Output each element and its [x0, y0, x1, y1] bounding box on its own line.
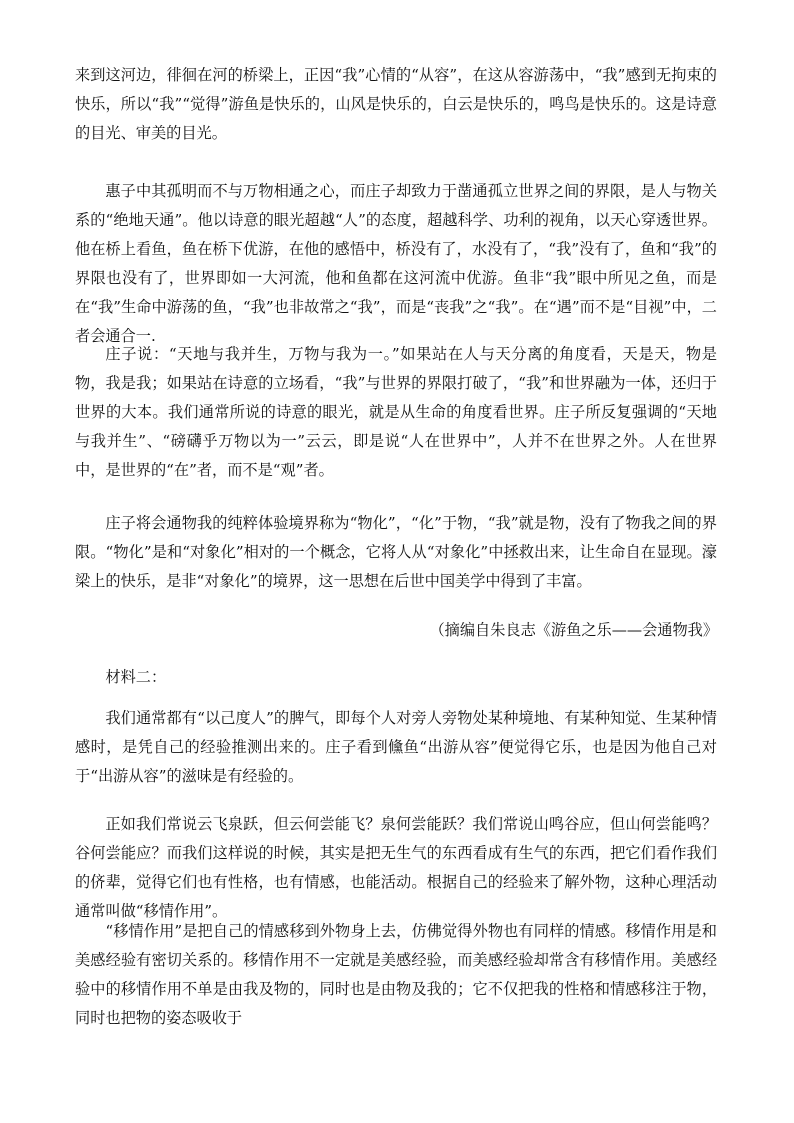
- paragraph-5: 我们通常都有“以己度人”的脾气，即每个人对旁人旁物处某种境地、有某种知觉、生某种情感时，是凭自己的经验推测出来的。庄子看到儵鱼“出游从容”便觉得它乐，也是因为他自己对于“出游从容”的滋味是有经验的。: [75, 709, 717, 785]
- source-citation: （摘编自朱良志《游鱼之乐——会通物我》: [429, 621, 718, 639]
- paragraph-2: 惠子中其孤明而不与万物相通之心，而庄子却致力于凿通孤立世界之间的界限，是人与物关系的“绝地天通”。他以诗意的眼光超越“人”的态度，超越科学、功利的视角，以天心穿透世界。他在桥上看鱼，鱼在桥下优游，在他的感悟中，桥没有了，水没有了，“我”没有了，鱼和“我”的界限也没有了，世界即如一大河流，他和鱼都在这河流中优游。鱼非“我”眼中所见之鱼，而是在“我”生命中游荡的鱼，“我”也非故常之“我”，而是“丧我”之“我”。在“遇”而不是“目视”中，二者会通合一.: [75, 182, 717, 345]
- paragraph-6: 正如我们常说云飞泉跃，但云何尝能飞？泉何尝能跃？我们常说山鸣谷应，但山何尝能鸣？谷何尝能应？而我们这样说的时候，其实是把无生气的东西看成有生气的东西，把它们看作我们的侪辈，觉得它们也有性格，也有情感，也能活动。根据自己的经验来了解外物，这种心理活动通常叫做“移情作用”。: [75, 815, 717, 920]
- material-two-heading: 材料二：: [105, 668, 167, 686]
- paragraph-4: 庄子将会通物我的纯粹体验境界称为“物化”，“化”于物，“我”就是物，没有了物我之间的界限。“物化”是和“对象化”相对的一个概念，它将人从“对象化”中拯救出来，让生命自在显现。濠梁上的快乐，是非“对象化”的境界，这一思想在后世中国美学中得到了丰富。: [75, 514, 717, 590]
- paragraph-1: 来到这河边，徘徊在河的桥梁上，正因“我”心情的“从容”，在这从容游荡中，“我”感到无拘束的快乐，所以“我”“觉得”游鱼是快乐的，山风是快乐的，白云是快乐的，鸣鸟是快乐的。这是诗意的目光、审美的目光。: [75, 66, 717, 142]
- paragraph-3: 庄子说：“天地与我并生，万物与我为一。”如果站在人与天分离的角度看，天是天，物是物，我是我；如果站在诗意的立场看，“我”与世界的界限打破了，“我”和世界融为一体，还归于世界的大本。我们通常所说的诗意的眼光，就是从生命的角度看世界。庄子所反复强调的“天地与我并生”、“磅礴乎万物以为一”云云，即是说“人在世界中”，人并不在世界之外。人在世界中，是世界的“在”者，而不是“观”者。: [75, 345, 717, 479]
- paragraph-7: “移情作用”是把自己的情感移到外物身上去，仿佛觉得外物也有同样的情感。移情作用是和美感经验有密切关系的。移情作用不一定就是美感经验，而美感经验却常含有移情作用。美感经验中的移情作用不单是由我及物的，同时也是由物及我的；它不仅把我的性格和情感移注于物，同时也把物的姿态吸收于: [75, 922, 717, 1027]
